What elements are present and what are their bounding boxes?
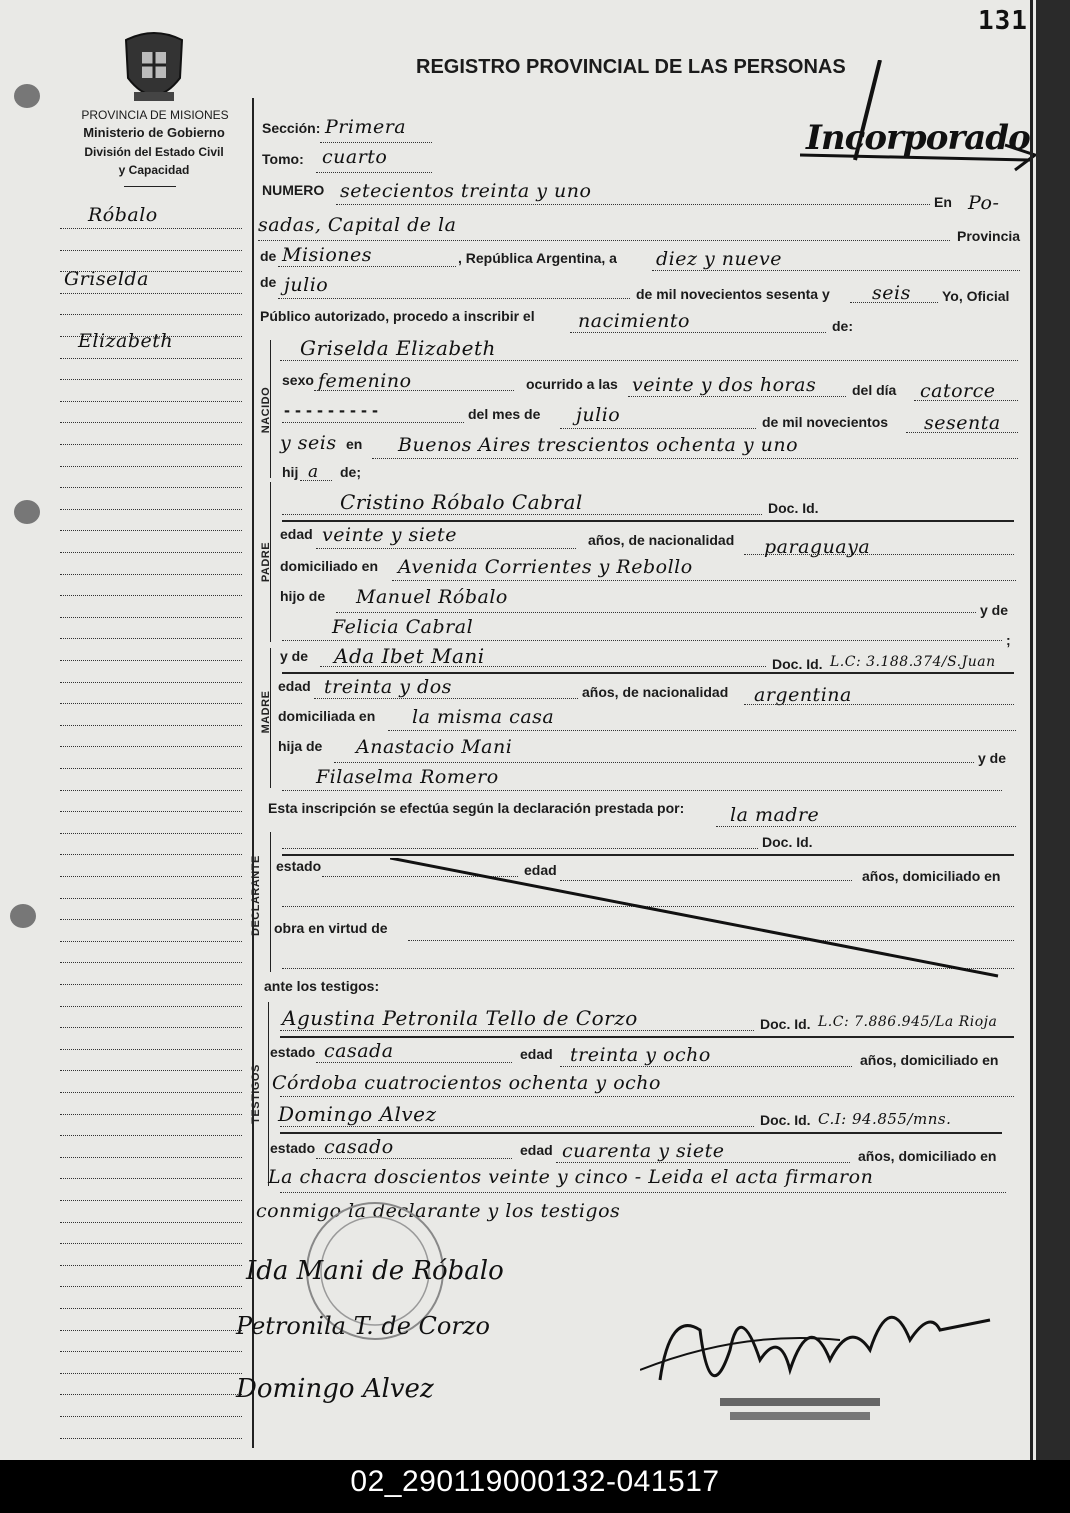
padre-domicilio: Avenida Corrientes y Rebollo: [398, 556, 693, 578]
dotted-line: [280, 1126, 754, 1127]
dotted-line: [280, 1096, 1014, 1097]
mes-nacido-value: julio: [576, 404, 621, 426]
padre-yde-label: y de: [980, 602, 1009, 618]
madre-doc-label: Doc. Id.: [772, 656, 823, 672]
sexo-value: femenino: [318, 370, 412, 392]
del-mes-label: del mes de: [468, 406, 541, 422]
en-nacido-label: en: [346, 436, 363, 452]
solid-line: [280, 1132, 1002, 1134]
dotted-line: [282, 848, 758, 849]
margin-name1: Griselda: [64, 268, 149, 290]
t1-estado-label: estado: [270, 1044, 316, 1060]
dotted-line: [372, 458, 1018, 459]
t2-anios-label: años, domiciliado en: [858, 1148, 997, 1164]
madre-yde-label: y de: [280, 648, 309, 664]
padre-semicolon: ;: [1006, 632, 1011, 648]
margin-ruled-line: [60, 401, 242, 402]
padre-hijo-label: hijo de: [280, 588, 326, 604]
dotted-line: [282, 790, 1002, 791]
margin-ruled-line: [60, 1416, 242, 1417]
binding-hole: [14, 500, 40, 524]
page-right-edge: [1030, 0, 1033, 1460]
t2-doc: C.I: 94.855/mns.: [818, 1110, 952, 1128]
page-number: 131: [978, 6, 1028, 36]
madre-nacionalidad: argentina: [754, 684, 852, 706]
margin-ruled-line: [60, 768, 242, 769]
margin-ruled-line: [60, 422, 242, 423]
madre-nombre: Ada Ibet Mani: [334, 644, 485, 668]
margin-ruled-line: [60, 790, 242, 791]
solid-line: [282, 854, 1014, 856]
madre-edad-label: edad: [278, 678, 311, 694]
acto-value: nacimiento: [578, 310, 690, 332]
declarante-anios-label: años, domiciliado en: [862, 868, 1001, 884]
t2-edad: cuarenta y siete: [562, 1140, 725, 1162]
dotted-line: [280, 360, 1018, 361]
padre-edad-value: veinte y siete: [322, 524, 457, 546]
margin-ruled-line: [60, 314, 242, 315]
t1-anios-label: años, domiciliado en: [860, 1052, 999, 1068]
del-dia-label: del día: [852, 382, 897, 398]
madre-dom-label: domiciliada en: [278, 708, 376, 724]
margin-ruled-line: [60, 466, 242, 467]
dotted-line: [570, 332, 826, 333]
dotted-line: [628, 396, 846, 397]
numero-value: setecientos treinta y uno: [340, 180, 592, 202]
margin-ruled-line: [60, 293, 242, 294]
official-signature: [640, 1270, 1000, 1440]
dotted-line: [906, 432, 1018, 433]
margin-ruled-line: [60, 919, 242, 920]
tomo-label: Tomo:: [262, 151, 304, 167]
signature-3: Domingo Alvez: [236, 1374, 434, 1404]
hij-de-label: de;: [340, 464, 361, 480]
margin-ruled-line: [60, 530, 242, 531]
publico-label: Público autorizado, procedo a inscribir el: [260, 308, 535, 324]
anio-label: de mil novecientos sesenta y: [636, 286, 830, 302]
margin-divider: [252, 98, 254, 1448]
padre-edad-label: edad: [280, 526, 313, 542]
solid-line: [280, 1036, 1014, 1038]
ocurrido-label: ocurrido a las: [526, 376, 618, 392]
dotted-line: [336, 612, 976, 613]
anio2-value: y seis: [280, 432, 337, 454]
dotted-line: [316, 548, 576, 549]
lugar-value: Buenos Aires trescientos ochenta y uno: [398, 434, 799, 456]
padre-madre: Felicia Cabral: [332, 616, 474, 638]
city-part1: Po-: [968, 192, 1000, 214]
margin-ruled-line: [60, 1222, 242, 1223]
margin-ruled-line: [60, 358, 242, 359]
margin-ruled-line: [60, 1114, 242, 1115]
mes-label: de: [260, 274, 277, 290]
dotted-line: [316, 1158, 512, 1159]
provincia-label: Provincia: [957, 228, 1021, 244]
en-label: En: [934, 194, 952, 210]
margin-ruled-line: [60, 574, 242, 575]
dotted-line: [560, 1066, 852, 1067]
t2-edad-label: edad: [520, 1142, 553, 1158]
margin-ruled-line: [60, 1243, 242, 1244]
sexo-label: sexo: [282, 372, 314, 388]
madre-edad-value: treinta y dos: [324, 676, 452, 698]
margin-ruled-line: [60, 1438, 242, 1439]
declaracion-por: la madre: [730, 804, 820, 826]
testigos-ante-label: ante los testigos:: [264, 978, 380, 994]
padre-nac-label: años, de nacionalidad: [588, 532, 735, 548]
padre-dom-label: domiciliado en: [280, 558, 379, 574]
margin-ruled-line: [60, 1027, 242, 1028]
dotted-line: [316, 1062, 512, 1063]
oficial-label: Yo, Oficial: [942, 288, 1010, 304]
margin-ruled-line: [60, 444, 242, 445]
margin-ruled-line: [60, 638, 242, 639]
hora-value: veinte y dos horas: [632, 374, 817, 396]
margin-ruled-line: [60, 1006, 242, 1007]
mil-label: de mil novecientos: [762, 414, 889, 430]
dotted-line: [392, 580, 1016, 581]
margin-ruled-line: [60, 595, 242, 596]
dotted-line: [300, 480, 332, 481]
margin-ruled-line: [60, 1157, 242, 1158]
margin-ruled-line: [60, 1092, 242, 1093]
margin-ruled-line: [60, 833, 242, 834]
margin-ruled-line: [60, 1351, 242, 1352]
solid-line: [282, 672, 1014, 674]
city-part2: sadas, Capital de la: [258, 214, 457, 236]
dotted-line: [334, 762, 974, 763]
madre-domicilio: la misma casa: [412, 706, 555, 728]
coat-of-arms-icon: [120, 30, 188, 108]
margin-ruled-line: [60, 250, 242, 251]
dotted-line: [314, 698, 578, 699]
t2-nombre: Domingo Alvez: [278, 1102, 437, 1126]
margin-ruled-line: [60, 1286, 242, 1287]
org-rule: [124, 186, 176, 187]
madre-yde2-label: y de: [978, 750, 1007, 766]
dashes: - - - - - - - - -: [284, 400, 378, 420]
declarante-edad-label: edad: [524, 862, 557, 878]
margin-ruled-line: [60, 941, 242, 942]
org-line2: Ministerio de Gobierno: [83, 125, 225, 140]
padre-nacionalidad: paraguaya: [764, 536, 871, 558]
anio1-value: sesenta: [924, 412, 1001, 434]
madre-madre: Filaselma Romero: [316, 766, 499, 788]
padre-padre: Manuel Róbalo: [356, 586, 508, 608]
margin-ruled-line: [60, 1135, 242, 1136]
margin-ruled-line: [60, 552, 242, 553]
provincia-value: Misiones: [282, 244, 373, 266]
dia-value: diez y nueve: [656, 248, 783, 270]
margin-ruled-line: [60, 487, 242, 488]
numero-label: NUMERO: [262, 182, 325, 198]
dotted-line: [258, 240, 950, 241]
padre-label: PADRE: [260, 541, 272, 583]
org-line4: y Capacidad: [118, 163, 190, 177]
dotted-line: [278, 266, 456, 267]
dotted-line: [282, 514, 762, 515]
dotted-line: [336, 204, 930, 205]
margin-ruled-line: [60, 898, 242, 899]
t1-domicilio: Córdoba cuatrocientos ochenta y ocho: [272, 1072, 661, 1094]
padre-nombre: Cristino Róbalo Cabral: [340, 490, 583, 514]
dotted-line: [744, 704, 1014, 705]
dotted-line: [388, 730, 1016, 731]
margin-ruled-line: [60, 876, 242, 877]
t2-estado: casado: [324, 1136, 394, 1158]
binding-hole: [14, 84, 40, 108]
de-label: de: [260, 248, 277, 264]
margin-ruled-line: [60, 379, 242, 380]
margin-ruled-line: [60, 1308, 242, 1309]
incorporado-stamp: Incorporado: [806, 118, 1030, 158]
signature-1: Ida Mani de Róbalo: [246, 1256, 504, 1286]
anio-value: seis: [872, 282, 911, 304]
t2-cont: conmigo la declarante y los testigos: [256, 1200, 621, 1222]
signature-2: Petronila T. de Corzo: [236, 1312, 490, 1340]
dotted-line: [850, 302, 938, 303]
margin-ruled-line: [60, 682, 242, 683]
dotted-line: [282, 422, 464, 423]
madre-hija-label: hija de: [278, 738, 323, 754]
t1-edad: treinta y ocho: [570, 1044, 711, 1066]
margin-ruled-line: [60, 1178, 242, 1179]
declarante-estado-label: estado: [276, 858, 322, 874]
t2-estado-label: estado: [270, 1140, 316, 1156]
seccion-label: Sección:: [262, 120, 321, 136]
t2-doc-label: Doc. Id.: [760, 1112, 811, 1128]
margin-ruled-line: [60, 1200, 242, 1201]
testigos-label: TESTIGOS: [250, 1064, 262, 1124]
mes-value: julio: [284, 274, 329, 296]
padre-doc-label: Doc. Id.: [768, 500, 819, 516]
declarante-doc-label: Doc. Id.: [762, 834, 813, 850]
t2-domicilio: La chacra doscientos veinte y cinco - Leida el acta firmaron: [268, 1166, 874, 1188]
republica-label: , República Argentina, a: [458, 250, 617, 266]
madre-label: MADRE: [260, 690, 272, 734]
nacido-nombre: Griselda Elizabeth: [300, 336, 496, 360]
dotted-line: [316, 172, 432, 173]
declarante-bracket: [270, 832, 271, 972]
stamp-stroke: [800, 60, 1040, 180]
scanner-edge: [1036, 0, 1070, 1460]
dotted-line: [914, 400, 1018, 401]
declaracion-label: Esta inscripción se efectúa según la declaración prestada por:: [268, 800, 685, 816]
margin-ruled-line: [60, 1373, 242, 1374]
margin-ruled-line: [60, 703, 242, 704]
margin-ruled-line: [60, 725, 242, 726]
margin-ruled-line: [60, 746, 242, 747]
margin-ruled-line: [60, 1049, 242, 1050]
margin-ruled-line: [60, 962, 242, 963]
dotted-line: [744, 554, 1014, 555]
dotted-line: [320, 666, 766, 667]
margin-ruled-line: [60, 660, 242, 661]
binding-hole: [10, 904, 36, 928]
margin-surname: Róbalo: [88, 204, 158, 226]
declarante-label: DECLARANTE: [250, 855, 262, 936]
dotted-line: [282, 640, 1002, 641]
margin-ruled-line: [60, 854, 242, 855]
margin-ruled-line: [60, 1070, 242, 1071]
org-line1: PROVINCIA DE MISIONES: [81, 108, 229, 122]
madre-doc: L.C: 3.188.374/S.Juan: [830, 654, 996, 670]
declarante-obra-label: obra en virtud de: [274, 920, 388, 936]
madre-nac-label: años, de nacionalidad: [582, 684, 729, 700]
hij-a: a: [308, 462, 319, 482]
dotted-line: [320, 142, 432, 143]
margin-ruled-line: [60, 1330, 242, 1331]
de-colon-label: de:: [832, 318, 853, 334]
t1-estado: casada: [324, 1040, 394, 1062]
margin-ruled-line: [60, 1394, 242, 1395]
declarante-strike-line: [390, 858, 1010, 982]
testigos-bracket: [268, 1002, 269, 1186]
t1-nombre: Agustina Petronila Tello de Corzo: [282, 1006, 638, 1030]
page-title: REGISTRO PROVINCIAL DE LAS PERSONAS: [416, 56, 846, 78]
margin-ruled-line: [60, 509, 242, 510]
margin-ruled-line: [60, 811, 242, 812]
margin-ruled-line: [60, 617, 242, 618]
margin-ruled-line: [60, 1265, 242, 1266]
dotted-line: [278, 298, 630, 299]
dotted-line: [652, 270, 1020, 271]
nacido-label: NACIDO: [260, 386, 272, 434]
dotted-line: [716, 826, 1016, 827]
hij-label: hij: [282, 464, 299, 480]
solid-line: [282, 520, 1014, 522]
margin-name2: Elizabeth: [78, 330, 174, 352]
t1-doc-label: Doc. Id.: [760, 1016, 811, 1032]
dotted-line: [314, 390, 514, 391]
footer-code: 02_290119000132-041517: [0, 1460, 1070, 1513]
dotted-line: [280, 1192, 1006, 1193]
org-line3: División del Estado Civil: [84, 145, 224, 159]
dotted-line: [280, 1030, 754, 1031]
margin-ruled-line: [60, 228, 242, 229]
seccion-value: Primera: [325, 116, 407, 138]
tomo-value: cuarto: [322, 146, 388, 168]
dotted-line: [556, 1162, 850, 1163]
dia-nacido-value: catorce: [920, 380, 996, 402]
t1-edad-label: edad: [520, 1046, 553, 1062]
dotted-line: [560, 428, 756, 429]
madre-padre: Anastacio Mani: [356, 736, 513, 758]
t1-doc: L.C: 7.886.945/La Rioja: [818, 1014, 998, 1030]
margin-ruled-line: [60, 984, 242, 985]
